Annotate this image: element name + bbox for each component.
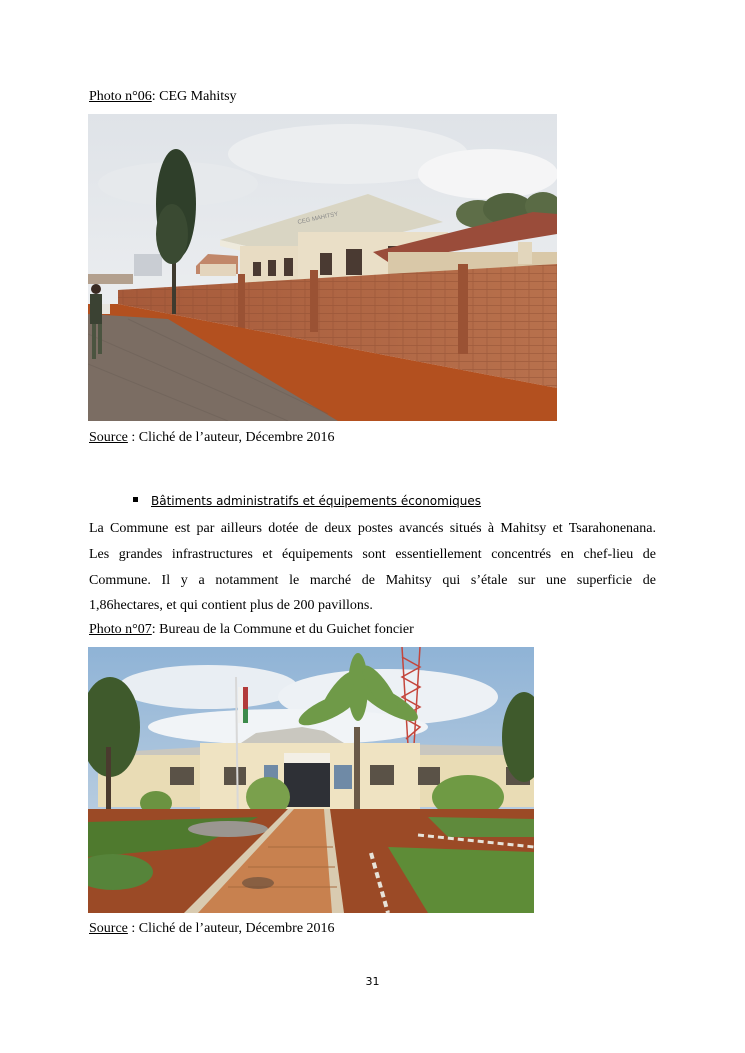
photo-bureau-commune	[88, 647, 534, 913]
section-heading-text: Bâtiments administratifs et équipements économiques	[151, 494, 482, 508]
photo-07-source-text: : Cliché de l’auteur, Décembre 2016	[127, 921, 335, 936]
photo-06-source-label: Source	[89, 430, 128, 445]
photo-07-caption	[89, 622, 414, 638]
photo-06-source	[89, 430, 335, 446]
photo-07-title: : Bureau de la Commune et du Guichet foncier	[151, 622, 414, 637]
page-number: 31	[365, 975, 380, 988]
photo-ceg-mahitsy	[88, 114, 557, 421]
bullet-square-icon	[133, 497, 138, 502]
photo-07-label: Photo n°07	[89, 622, 152, 637]
school-sign: CEG MAHITSY	[297, 211, 339, 226]
photo-06-title: : CEG Mahitsy	[151, 89, 237, 104]
photo-06-label: Photo n°06	[89, 89, 152, 104]
photo-06-caption	[89, 89, 237, 105]
section-heading	[133, 493, 481, 509]
photo-07-source-label: Source	[89, 921, 128, 936]
paragraph-line: Les grandes infrastructures et équipements sont essentiellement concentrés en chef-lieu de	[89, 546, 656, 562]
paragraph-line: Commune. Il y a notamment le marché de Mahitsy qui s’étale sur une superficie de	[89, 572, 656, 588]
photo-07-source	[89, 921, 335, 937]
paragraph-line: La Commune est par ailleurs dotée de deux postes avancés situés à Mahitsy et Tsarahonenana.	[89, 521, 656, 536]
body-paragraph	[89, 516, 656, 619]
photo-06-source-text: : Cliché de l’auteur, Décembre 2016	[127, 430, 335, 445]
paragraph-line: 1,86hectares, et qui contient plus de 200 pavillons.	[89, 598, 373, 614]
